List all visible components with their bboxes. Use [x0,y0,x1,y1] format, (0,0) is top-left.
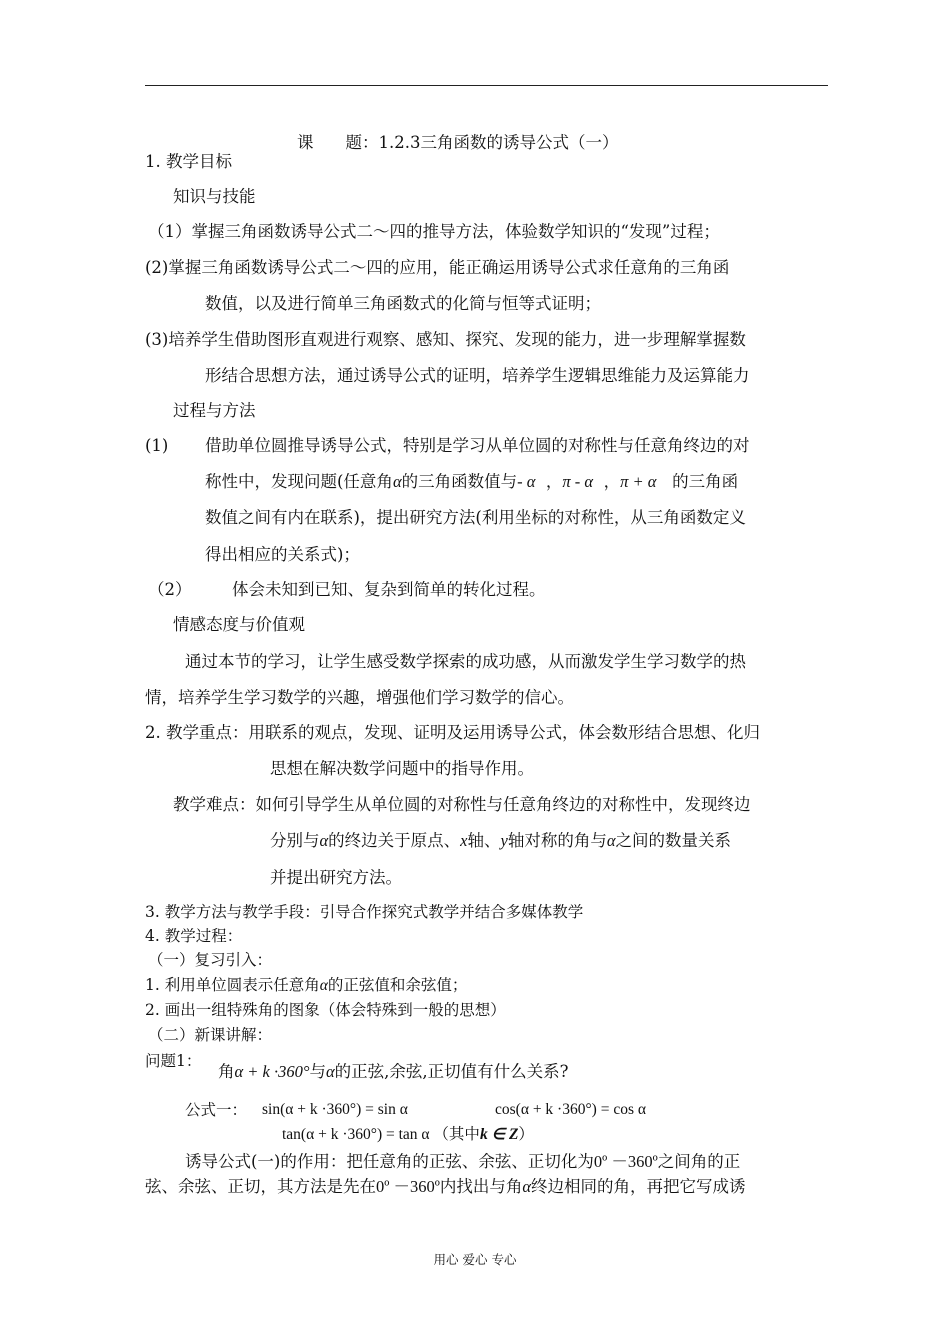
key-points-cont: 思想在解决数学问题中的指导作用。 [270,759,534,778]
tan-rhs: = tan α [385,1126,430,1143]
difficulty-cont-2: 并提出研究方法。 [270,868,402,887]
attitude-text-cont: 情，培养学生学习数学的兴趣，增强他们学习数学的信心。 [145,688,574,707]
review-item-2: 2. 画出一组特殊角的图象（体会特殊到一般的思想） [145,1001,506,1019]
process-2-number: （2） [148,580,192,599]
page-footer: 用心 爱心 专心 [433,1252,517,1267]
subheading-knowledge: 知识与技能 [173,187,256,206]
text-run: 弦、余弦、正切，其方法是先在 [145,1177,376,1196]
process-1-cont-3: 得出相应的关系式)； [205,545,360,564]
formula-tan [282,1125,534,1145]
key-points: 2. 教学重点：用联系的观点，发现、证明及运用诱导公式，体会数形结合思想、化归 [145,723,760,742]
text-run: 轴对称的角与 [507,831,607,850]
subheading-process: 过程与方法 [173,401,256,420]
tan-lhs: tan(α + k ·360°) [282,1126,383,1143]
formula-1-label: 公式一： [185,1101,248,1119]
alpha-symbol: α [319,831,329,850]
objective-2-cont: 数值，以及进行简单三角函数式的化简与恒等式证明； [205,294,601,313]
title-prefix: 课 [297,133,314,152]
pi-minus-alpha-expr: π - α [562,472,594,491]
text-run: 的三角函 [672,472,739,491]
question-1 [218,1062,568,1082]
text-run: 轴、 [467,831,501,850]
alpha-symbol: α [319,977,328,994]
k-in-z-expr: k ∈ Z [479,1126,519,1143]
neg-alpha-expr: - α [517,472,536,491]
text-run: 内找出与角 [439,1177,523,1196]
formula-usage-cont [145,1177,746,1197]
review-item-1 [145,975,467,996]
text-run: 分别与 [270,831,320,850]
sin-lhs: sin(α + k ·360°) [262,1101,362,1118]
separator: ， [545,472,563,491]
text-run: 的正弦,余弦,正切值有什么关系? [334,1062,569,1081]
text-run: 终边相同的角，再把它写成诱 [531,1177,746,1196]
alpha-symbol: α [325,1062,335,1081]
page-title [297,129,618,153]
cos-rhs: = cos α [600,1101,646,1118]
header-rule [145,85,828,86]
objective-3: (3)培养学生借助图形直观进行观察、感知、探究、发现的能力，进一步理解掌握数 [145,330,746,349]
formula-usage [185,1152,740,1172]
objective-2: (2)掌握三角函数诱导公式二～四的应用，能正确运用诱导公式求任意角的三角函 [145,258,730,277]
angle-range: 0º －360º [376,1177,440,1196]
alpha-symbol: α [522,1177,532,1196]
title-label: 题：1.2.3三角函数的诱导公式（一） [345,133,619,152]
text-run: ） [518,1126,534,1143]
text-run: 之间角的正 [657,1152,741,1171]
text-run: 的正弦值和余弦值； [327,976,468,994]
section-process: 4. 教学过程： [145,927,243,945]
process-1-cont [205,472,738,492]
review-heading: （一）复习引入： [148,951,273,969]
alpha-symbol: α [392,472,402,491]
text-run: （其中 [433,1126,480,1143]
attitude-text: 通过本节的学习，让学生感受数学探索的成功感，从而激发学生学习数学的热 [185,652,746,671]
section-methods: 3. 教学方法与教学手段：引导合作探究式教学并结合多媒体教学 [145,903,584,921]
question-1-label: 问题1： [145,1052,202,1070]
process-1-number: (1) [145,436,169,455]
text-run: 角 [218,1062,235,1081]
text-run: 之间的数量关系 [615,831,731,850]
text-run: 称性中，发现问题(任意角 [205,472,393,491]
angle-range: 0º －360º [593,1152,658,1171]
text-run: 诱导公式(一)的作用：把任意角的正弦、余弦、正切化为 [185,1152,594,1171]
process-1-cont-2: 数值之间有内在联系)，提出研究方法(利用坐标的对称性，从三角函数定义 [205,508,746,527]
new-lesson-heading: （二）新课讲解： [148,1026,273,1044]
difficulty: 教学难点：如何引导学生从单位圆的对称性与任意角终边的对称性中，发现终边 [173,795,751,814]
cos-lhs: cos(α + k ·360°) [495,1101,597,1118]
section-objectives: 1. 教学目标 [145,152,232,171]
text-run: 1. 利用单位圆表示任意角 [145,976,320,994]
alpha-k360-expr: α + k ·360° [234,1062,310,1081]
process-1: 借助单位圆推导诱导公式，特别是学习从单位圆的对称性与任意角终边的对 [205,436,750,455]
text-run: 与 [309,1062,326,1081]
sin-rhs: = sin α [365,1101,408,1118]
x-axis-symbol: x [460,831,468,850]
objective-1: （1）掌握三角函数诱导公式二～四的推导方法，体验数学知识的“发现”过程； [148,222,720,241]
alpha-symbol: α [606,831,616,850]
objective-3-cont: 形结合思想方法，通过诱导公式的证明，培养学生逻辑思维能力及运算能力 [205,366,750,385]
text-run: 的三角函数值与 [401,472,518,491]
formula-sin [262,1100,408,1120]
pi-plus-alpha-expr: π + α [620,472,657,491]
formula-cos [495,1100,646,1120]
process-2: 体会未知到已知、复杂到简单的转化过程。 [232,580,546,599]
text-run: 的终边关于原点、 [328,831,461,850]
separator: ， [603,472,621,491]
subheading-attitude: 情感态度与价值观 [173,615,305,634]
difficulty-cont [270,831,731,851]
y-axis-symbol: y [500,831,508,850]
